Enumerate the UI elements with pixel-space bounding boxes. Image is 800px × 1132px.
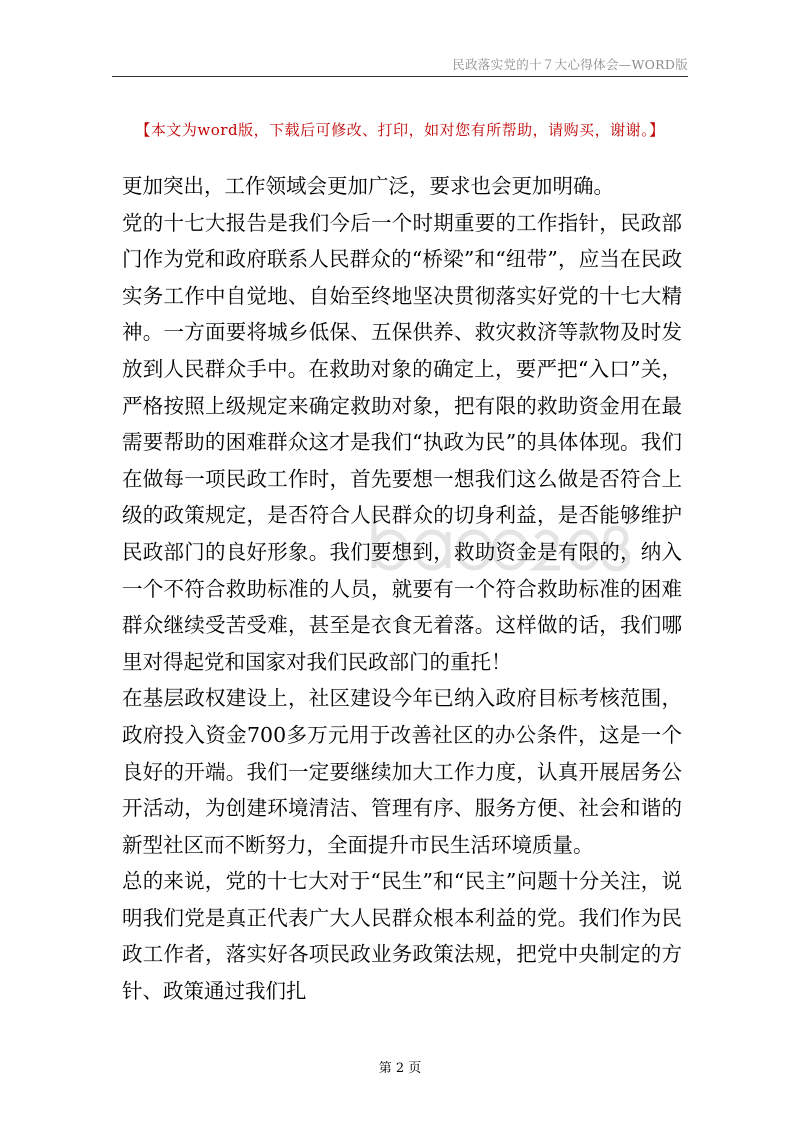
page-number: 第 2 页 — [378, 1061, 422, 1076]
download-notice: 【本文为word版，下载后可修改、打印，如对您有所帮助，请购买，谢谢。】 — [135, 121, 665, 139]
header-title: 民政落实党的十７大心得体会—WORD版 — [452, 57, 688, 72]
paragraph: 在基层政权建设上，社区建设今年已纳入政府目标考核范围，政府投入资金700多万元用于改善社区的办公条件，这是一个良好的开端。我们一定要继续加大工作力度，认真开展居务公开活动，为创建环境清洁、管理有序、服务方便、社会和谐的新型社区而不断努力，全面提升市民生活环境质量。 — [122, 686, 682, 857]
paragraph: 更加突出，工作领域会更加广泛，要求也会更加明确。 — [122, 174, 614, 198]
document-body — [122, 168, 682, 1010]
page-header — [112, 54, 688, 77]
paragraph: 总的来说，党的十七大对于“民生”和“民主”问题十分关注，说明我们党是真正代表广大人民群众根本利益的党。我们作为民政工作者，落实好各项民政业务政策法规，把党中央制定的方针、政策通过我们扎 — [122, 869, 682, 1004]
paragraph: 党的十七大报告是我们今后一个时期重要的工作指针，民政部门作为党和政府联系人民群众的“桥梁”和“纽带”，应当在民政实务工作中自觉地、自始至终地坚决贯彻落实好党的十七大精神。一方面要将城乡低保、五保供养、救灾救济等款物及时发放到人民群众手中。在救助对象的确定上，要严把“入口”关，严格按照上级规定来确定救助对象，把有限的救助资金用在最需要帮助的困难群众这才是我们“执政为民”的具体体现。我们在做每一项民政工作时，首先要想一想我们这么做是否符合上级的政策规定，是否符合人民群众的切身利益，是否能够维护民政部门的良好形象。我们要想到，救助资金是有限的，纳入一个不符合救助标准的人员，就要有一个符合救助标准的困难群众继续受苦受难，甚至是衣食无着落。这样做的话，我们哪里对得起党和国家对我们民政部门的重托！ — [122, 210, 682, 674]
